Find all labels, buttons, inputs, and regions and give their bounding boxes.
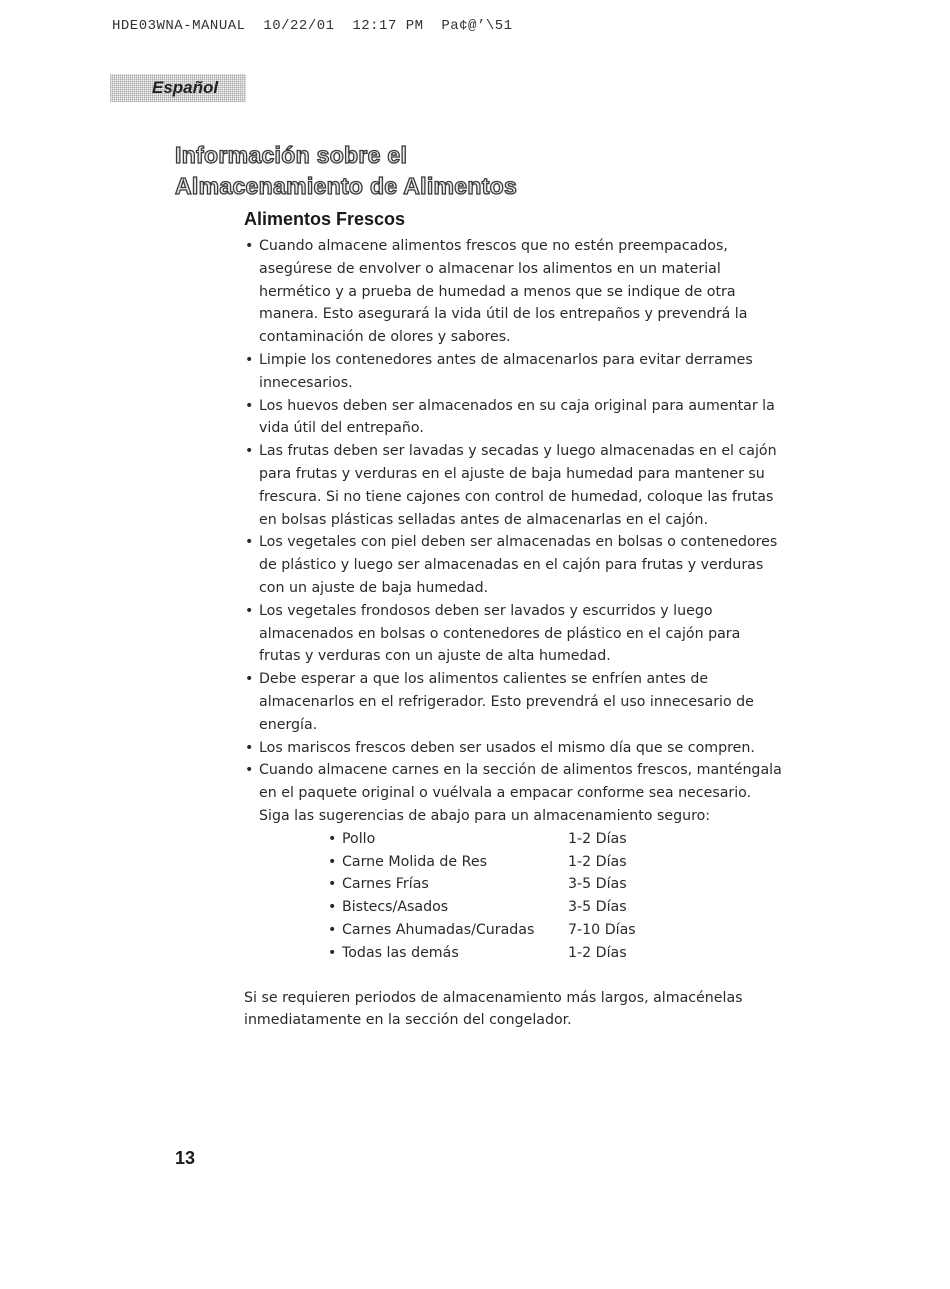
list-item: • Los huevos deben ser almacenados en su caja original para aumentar la vida útil del entrepaño.	[244, 395, 784, 441]
food-name: • Carnes Frías	[342, 876, 429, 893]
list-item: • Los mariscos frescos deben ser usados el mismo día que se compren.	[244, 737, 784, 760]
storage-days: 1-2 Días	[568, 853, 627, 870]
food-name: • Todas las demás	[342, 944, 459, 961]
section-heading: Alimentos Frescos	[244, 209, 406, 229]
food-name: • Carnes Ahumadas/Curadas	[342, 921, 535, 938]
list-item: • Debe esperar a que los alimentos calientes se enfríen antes de almacenarlos en el refrigerador. Esto prevendrá el uso innecesario de energía.	[244, 668, 784, 736]
main-content	[244, 235, 784, 1046]
table-row	[327, 942, 784, 965]
storage-days: 3-5 Días	[568, 899, 627, 916]
food-name: • Bistecs/Asados	[342, 899, 449, 916]
page-number: 13	[175, 1148, 196, 1168]
freezer-note: Si se requieren periodos de almacenamiento más largos, almacénelas inmediatamente en la sección del congelador.	[244, 989, 743, 1029]
tips-list	[244, 235, 784, 965]
table-row	[327, 828, 784, 851]
food-name: • Carne Molida de Res	[342, 853, 488, 870]
print-header: HDE03WNA-MANUAL 10/22/01 12:17 PM Pa¢@’​\51	[112, 18, 513, 34]
list-item: • Las frutas deben ser lavadas y secadas y luego almacenadas en el cajón para frutas y verduras en el ajuste de baja humedad para mantener su frescura. Si no tiene cajones con control de humedad, coloque las frutas en bolsas plásticas selladas antes de almacenarlas en el cajón.	[244, 440, 784, 531]
list-item	[244, 759, 784, 964]
meat-storage-table	[327, 828, 784, 965]
table-row	[327, 896, 784, 919]
table-row	[327, 873, 784, 896]
title-line-2: Almacenamiento de Alimentos	[175, 173, 518, 199]
storage-days: 7-10 Días	[568, 921, 636, 938]
title-line-1: Información sobre el	[175, 142, 408, 168]
list-item: • Los vegetales con piel deben ser almacenadas en bolsas o contenedores de plástico y luego ser almacenadas en el cajón para frutas y verduras con un ajuste de baja humedad.	[244, 531, 784, 599]
meat-storage-text: Cuando almacene carnes en la sección de alimentos frescos, manténgala en el paquete original o vuélvala a empacar conforme sea necesario. Siga las sugerencias de abajo para un almacenamiento seguro:	[259, 762, 782, 824]
storage-days: 1-2 Días	[568, 830, 627, 847]
list-item: • Cuando almacene alimentos frescos que no estén preempacados, asegúrese de envolver o almacenar los alimentos en un material hermético y a prueba de humedad a menos que se indique de otra manera. Esto asegurará la vida útil de los entrepaños y prevendrá la contaminación de olores y sabores.	[244, 235, 784, 349]
list-item: • Limpie los contenedores antes de almacenarlos para evitar derrames innecesarios.	[244, 349, 784, 395]
food-name: • Pollo	[342, 830, 376, 847]
storage-days: 1-2 Días	[568, 944, 627, 961]
language-label: Español	[152, 78, 219, 97]
storage-days: 3-5 Días	[568, 876, 627, 893]
page-title	[175, 140, 517, 202]
language-tab	[110, 74, 246, 102]
table-row	[327, 851, 784, 874]
list-item: • Los vegetales frondosos deben ser lavados y escurridos y luego almacenados en bolsas o contenedores de plástico en el cajón para frutas y verduras con un ajuste de alta humedad.	[244, 600, 784, 668]
table-row	[327, 919, 784, 942]
